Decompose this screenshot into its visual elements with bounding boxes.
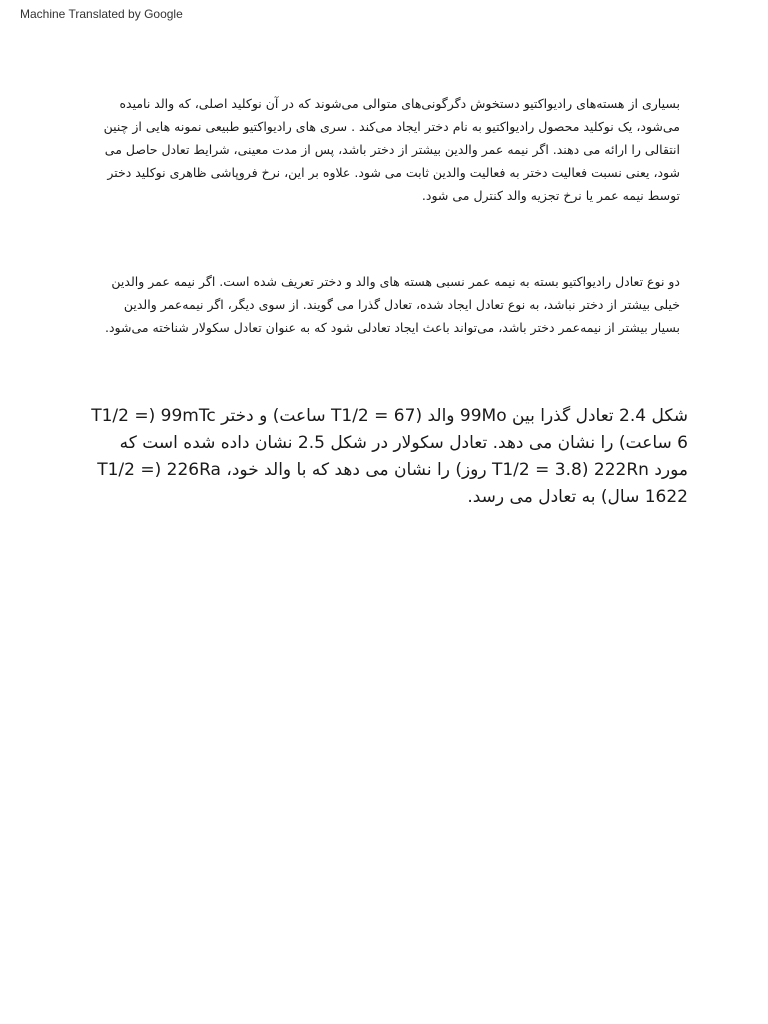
paragraph-figure-examples: شکل 2.4 تعادل گذرا بین 99Mo والد (T1/2 = 67 ساعت) و دختر 99mTc (T1/2 = 6 ساعت) را نشان می دهد. تعادل سکولار در شکل 2.5 نشان داده شده است که مورد 222Rn (T1/2 = 3.8 روز) را نشان می دهد که با والد خود، 226Ra (T1/2 = 1622 سال) به تعادل می رسد. <box>91 406 688 507</box>
machine-translation-banner: Machine Translated by Google <box>20 7 183 21</box>
paragraph-parent-daughter-decay: بسیاری از هسته‌های رادیواکتیو دستخوش دگرگونی‌های متوالی می‌شوند که در آن نوکلید اصلی، که والد نامیده می‌شود، یک نوکلید محصول رادیواکتیو به نام دختر ایجاد می‌کند . سری های رادیواکتیو طبیعی نمونه هایی از چنین انتقالی را ارائه می دهند. اگر نیمه عمر والدین بیشتر از دختر باشد، پس از مدت معینی، شرایط تعادل حاصل می شود، یعنی نسبت فعالیت دختر به فعالیت والدین ثابت می شود. علاوه بر این، نرخ فروپاشی ظاهری نوکلید دختر توسط نیمه عمر یا نرخ تجزیه والد کنترل می شود. <box>103 96 680 203</box>
paragraph-equilibrium-types: دو نوع تعادل رادیواکتیو بسته به نیمه عمر نسبی هسته های والد و دختر تعریف شده است. اگر نیمه عمر والدین خیلی بیشتر از دختر نباشد، به نوع تعادل ایجاد شده، تعادل گذرا می گویند. از سوی دیگر، اگر نیمه‌عمر والدین بسیار بیشتر از نیمه‌عمر دختر باشد، می‌تواند باعث ایجاد تعادلی شود که به عنوان تعادل سکولار شناخته می‌شود. <box>104 274 680 335</box>
